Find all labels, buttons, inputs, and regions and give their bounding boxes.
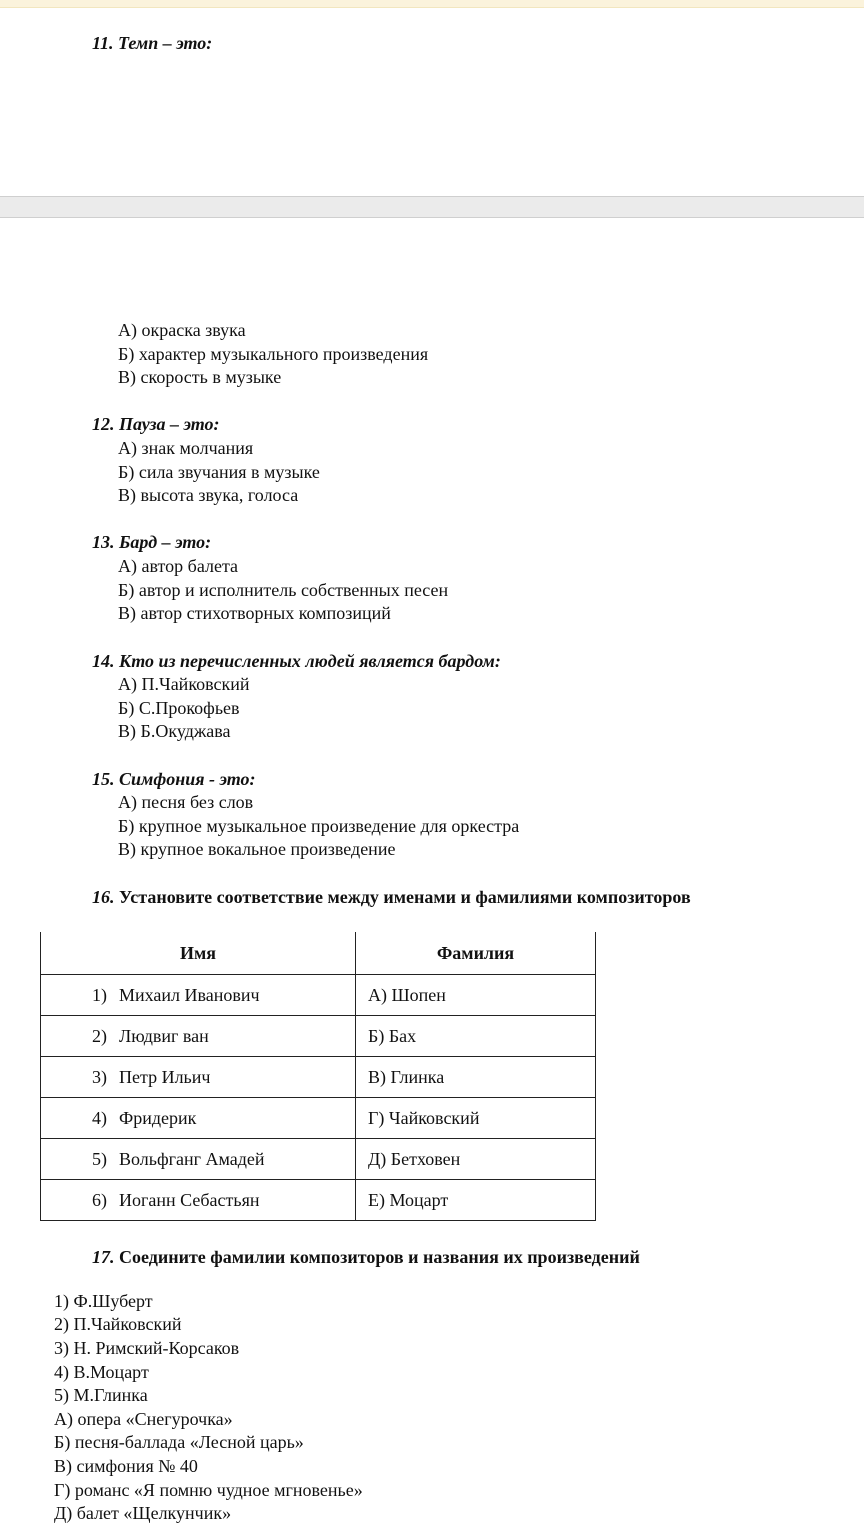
composer-item: 2) П.Чайковский [54, 1314, 182, 1334]
row-surname: Б) Бах [356, 1016, 596, 1057]
row-surname: Д) Бетховен [356, 1139, 596, 1180]
q12-option-b: Б) сила звучания в музыке [118, 462, 320, 482]
table-row [41, 1057, 596, 1098]
q13-option-a: А) автор балета [118, 556, 239, 576]
row-name: Иоганн Себастьян [119, 1189, 260, 1210]
work-item: А) опера «Снегурочка» [54, 1409, 233, 1429]
q14-option-a: А) П.Чайковский [118, 674, 250, 694]
row-name: Людвиг ван [119, 1025, 209, 1046]
work-item: Г) романс «Я помню чудное мгновенье» [54, 1480, 363, 1500]
question-16-text: Установите соответствие между именами и фамилиями композиторов [119, 887, 691, 907]
composer-item: 1) Ф.Шуберт [54, 1291, 153, 1311]
top-strip [0, 0, 864, 8]
table-row [41, 1098, 596, 1139]
table-row [41, 1016, 596, 1057]
question-15-title: 15. Симфония - это: [92, 769, 256, 789]
table-header-row [41, 932, 596, 975]
row-number: 1) [92, 984, 107, 1005]
q12-option-a: А) знак молчания [118, 438, 254, 458]
work-item: Б) песня-баллада «Лесной царь» [54, 1432, 304, 1452]
row-number: 3) [92, 1066, 107, 1087]
composer-item: 4) В.Моцарт [54, 1362, 149, 1382]
question-17-title [92, 1246, 640, 1268]
q13-option-c: В) автор стихотворных композиций [118, 603, 391, 623]
page-break [0, 196, 864, 218]
question-14-title: 14. Кто из перечисленных людей является бардом: [92, 651, 501, 671]
table-row [41, 975, 596, 1016]
table-row [41, 1180, 596, 1221]
q11-option-b: Б) характер музыкального произведения [118, 344, 429, 364]
header-surname: Фамилия [356, 932, 596, 975]
header-name: Имя [41, 932, 356, 975]
q15-option-a: А) песня без слов [118, 792, 254, 812]
composer-item: 3) Н. Римский-Корсаков [54, 1338, 240, 1358]
question-12-title: 12. Пауза – это: [92, 414, 220, 434]
row-number: 6) [92, 1189, 107, 1210]
row-surname: Г) Чайковский [356, 1098, 596, 1139]
row-surname: В) Глинка [356, 1057, 596, 1098]
q15-option-c: В) крупное вокальное произведение [118, 839, 396, 859]
composer-item: 5) М.Глинка [54, 1385, 148, 1405]
row-name: Фридерик [119, 1107, 197, 1128]
question-16-number: 16. [92, 887, 115, 907]
row-number: 2) [92, 1025, 107, 1046]
row-name: Михаил Иванович [119, 984, 260, 1005]
row-name: Петр Ильич [119, 1066, 211, 1087]
q12-option-c: В) высота звука, голоса [118, 485, 299, 505]
q14-option-b: Б) С.Прокофьев [118, 698, 240, 718]
question-13-title: 13. Бард – это: [92, 532, 212, 552]
q15-option-b: Б) крупное музыкальное произведение для оркестра [118, 816, 520, 836]
row-surname: А) Шопен [356, 975, 596, 1016]
question-16-title [92, 886, 691, 908]
work-item: Д) балет «Щелкунчик» [54, 1503, 232, 1523]
matching-table [40, 932, 596, 1221]
row-name: Вольфганг Амадей [119, 1148, 265, 1169]
row-surname: Е) Моцарт [356, 1180, 596, 1221]
table-row [41, 1139, 596, 1180]
row-number: 5) [92, 1148, 107, 1169]
q14-option-c: В) Б.Окуджава [118, 721, 231, 741]
q11-option-a: А) окраска звука [118, 320, 246, 340]
q11-option-c: В) скорость в музыке [118, 367, 282, 387]
question-17-text: Соедините фамилии композиторов и названия их произведений [119, 1247, 640, 1267]
q13-option-b: Б) автор и исполнитель собственных песен [118, 580, 449, 600]
work-item: В) симфония № 40 [54, 1456, 198, 1476]
question-11-title: 11. Темп – это: [92, 33, 213, 53]
row-number: 4) [92, 1107, 107, 1128]
question-17-number: 17. [92, 1247, 115, 1267]
